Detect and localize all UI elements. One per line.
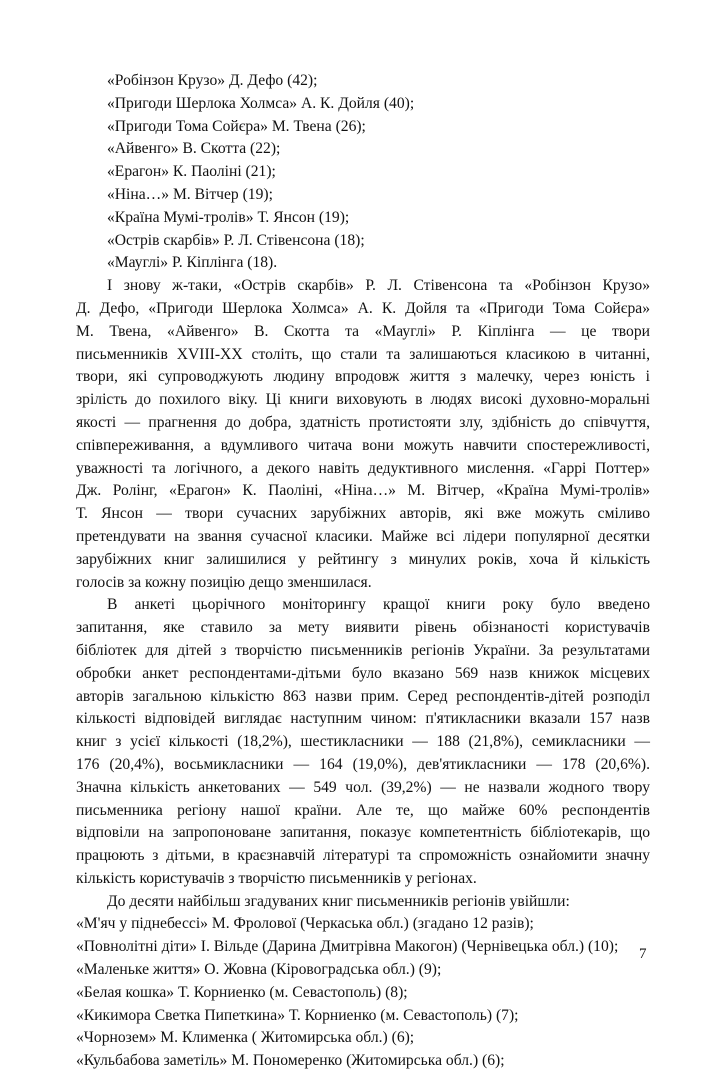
regional-book-list-line: «Кульбабова заметіль» М. Пономеренко (Житомирська обл.) (6);: [76, 1052, 505, 1070]
paragraph-line: обробки анкет респондентами-дітьми було вказано 569 назв книжок місцевих: [76, 664, 650, 682]
paragraph-line: І знову ж-таки, «Острів скарбів» Р. Л. Стівенсона та «Робінзон Крузо»: [107, 277, 650, 295]
paragraph-line: голосів за кожну позицію дещо зменшилася.: [76, 573, 372, 591]
paragraph-line: письменника регіону нашої країни. Але те, що майже 60% респондентів: [76, 801, 650, 819]
paragraph-line: авторів загальною кількістю 863 назви прим. Серед респондентів-дітей розподіл: [76, 687, 650, 705]
paragraph-line: зрілість до похилого віку. Ці книги виховують в людях високі духовно-моральні: [76, 391, 650, 409]
paragraph-line: Значна кількість анкетованих — 549 чол. (39,2%) — не назвали жодного твору: [76, 778, 650, 796]
paragraph-line: бібліотек для дітей з творчістю письменників регіонів України. За результатами: [76, 641, 650, 659]
paragraph-line: кількості відповідей виглядає наступним чином: п'ятикласники вказали 157 назв: [76, 710, 650, 728]
paragraph-line: претендувати на звання сучасної класики. Майже всі лідери популярної десятки: [76, 527, 650, 545]
book-list-line: «Острів скарбів» Р. Л. Стівенсона (18);: [107, 231, 365, 249]
book-list-line: «Пригоди Шерлока Холмса» А. К. Дойля (40);: [107, 94, 415, 112]
paragraph-line: твори, які супроводжують людину впродовж життя з малечку, через юність і: [76, 368, 650, 386]
book-list-line: «Ніна…» М. Вітчер (19);: [107, 185, 273, 203]
paragraph-line: співпереживання, а вдумливого читача вони можуть навчити спостережливості,: [76, 436, 650, 454]
regional-book-list-line: «Кикимора Светка Пипеткина» Т. Корниенко (м. Севастополь) (7);: [76, 1006, 519, 1024]
book-list-line: «Айвенго» В. Скотта (22);: [107, 140, 281, 158]
paragraph-line: відповіли на запропоноване запитання, показує компетентність бібліотекарів, що: [76, 824, 650, 842]
paragraph-line: працюють з дітьми, в краєзнавчій літературі та спроможність ознайомити значну: [76, 847, 650, 865]
regional-book-list-line: «М'яч у піднебессі» М. Фролової (Черкаська обл.) (згадано 12 разів);: [76, 915, 534, 933]
document-body: [76, 70, 650, 1073]
book-list-line: «Пригоди Тома Сойєра» М. Твена (26);: [107, 117, 366, 135]
paragraph-line: М. Твена, «Айвенго» В. Скотта та «Мауглі» Р. Кіплінга — це твори: [76, 322, 650, 340]
page-number: 7: [639, 946, 647, 962]
regional-book-list-line: «Маленьке життя» О. Жовна (Кіровоградська обл.) (9);: [76, 961, 442, 979]
paragraph-line: кількість користувачів з творчістю письменників у регіонах.: [76, 869, 477, 887]
paragraph-line: Дж. Ролінг, «Ерагон» К. Паоліні, «Ніна…» М. Вітчер, «Країна Мумі-тролів»: [76, 482, 650, 500]
paragraph-line: зарубіжних книг залишилися у рейтингу з минулих років, хоча й кількість: [76, 550, 650, 568]
paragraph-line: Д. Дефо, «Пригоди Шерлока Холмса» А. К. Дойля та «Пригоди Тома Сойєра»: [76, 299, 650, 317]
list-intro-line: До десяти найбільш згадуваних книг письменників регіонів увійшли:: [107, 892, 570, 910]
paragraph-line: В анкеті цьорічного моніторингу кращої книги року було введено: [107, 596, 650, 614]
paragraph-line: книг з усієї кількості (18,2%), шестикласники — 188 (21,8%), семикласники —: [76, 733, 650, 751]
regional-book-list-line: «Чорнозем» М. Клименка ( Житомирська обл.) (6);: [76, 1029, 415, 1047]
paragraph-line: 176 (20,4%), восьмикласники — 164 (19,0%), дев'ятикласники — 178 (20,6%).: [76, 755, 650, 773]
paragraph-line: Т. Янсон — твори сучасних зарубіжних авторів, які вже можуть сміливо: [76, 505, 650, 523]
book-list-line: «Ерагон» К. Паоліні (21);: [107, 163, 276, 181]
regional-book-list-line: «Повнолітні діти» І. Вільде (Дарина Дмитрівна Макогон) (Чернівецька обл.) (10);: [76, 938, 619, 956]
paragraph-line: уважності та логічного, а декого навіть дедуктивного мислення. «Гаррі Поттер»: [76, 459, 650, 477]
book-list-line: «Країна Мумі-тролів» Т. Янсон (19);: [107, 208, 350, 226]
paragraph-line: письменників XVIII-XX століть, що стали та залишаються класикою в читанні,: [76, 345, 650, 363]
paragraph-line: запитання, яке ставило за мету виявити рівень обізнаності користувачів: [76, 619, 650, 637]
regional-book-list-line: «Белая кошка» Т. Корниенко (м. Севастополь) (8);: [76, 983, 408, 1001]
paragraph-line: якості — прагнення до добра, здатність протистояти злу, здібність до співчуття,: [76, 413, 650, 431]
book-list-line: «Мауглі» Р. Кіплінга (18).: [107, 254, 278, 272]
book-list-line: «Робінзон Крузо» Д. Дефо (42);: [107, 72, 318, 89]
